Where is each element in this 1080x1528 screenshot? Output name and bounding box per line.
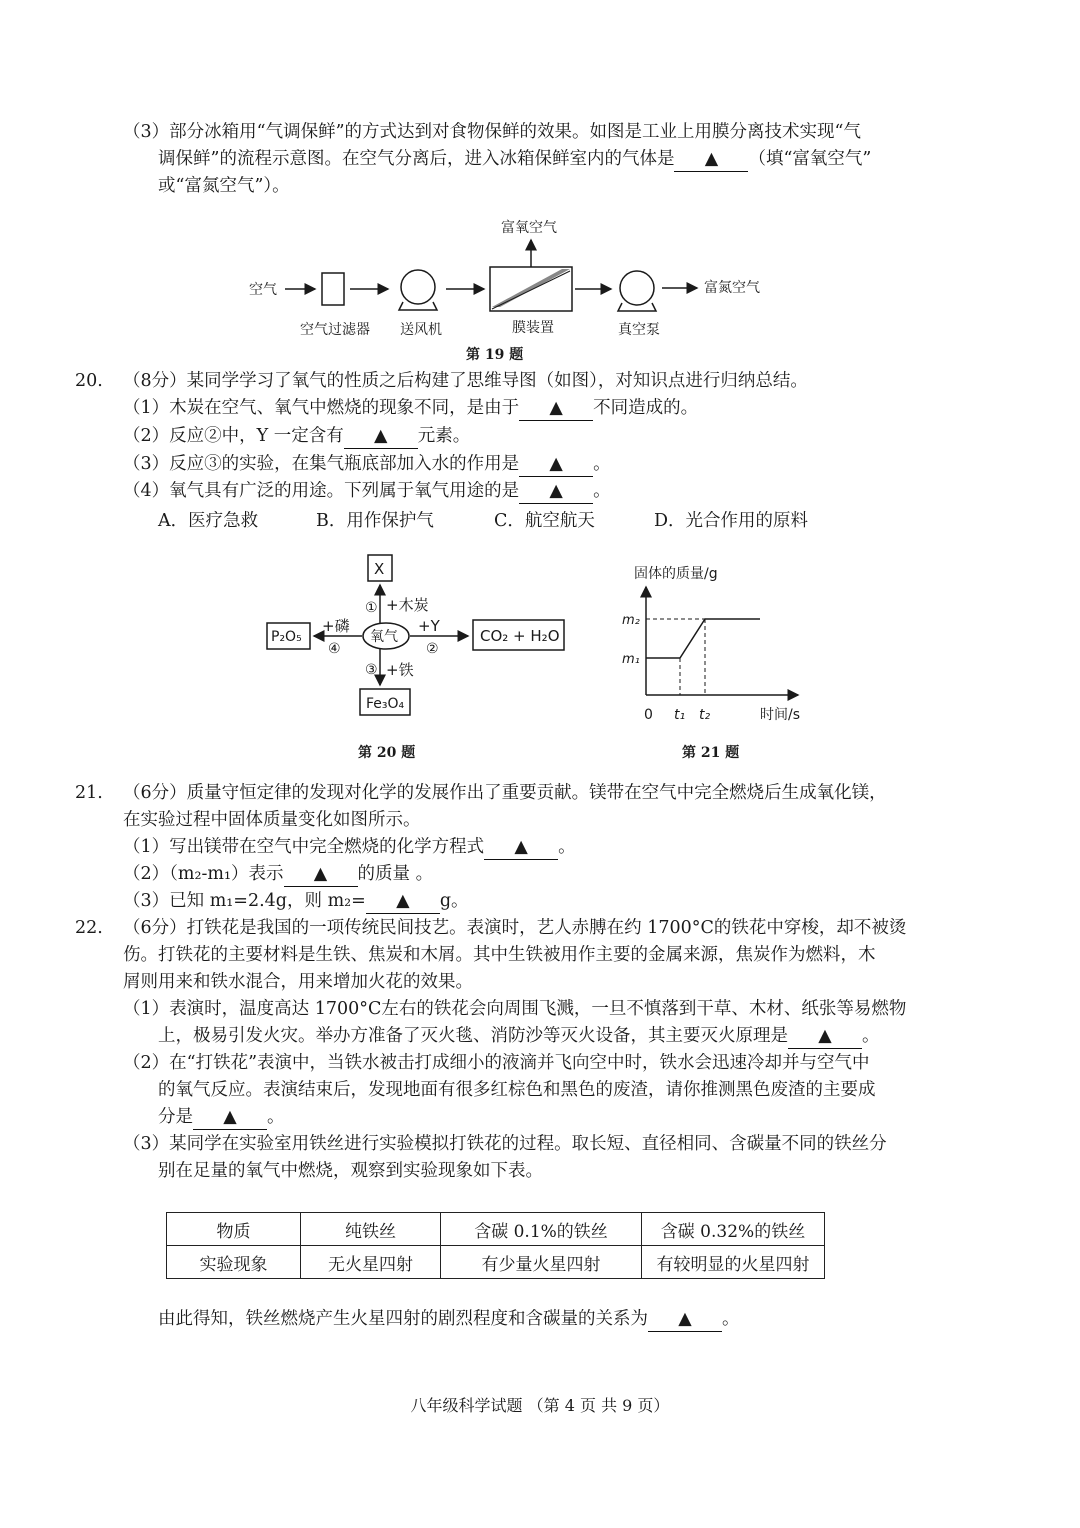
answer-blank[interactable]: ▲ xyxy=(284,862,358,887)
reaction1-reagent: +木炭 xyxy=(386,596,429,614)
option-d[interactable]: D．光合作用的原料 xyxy=(654,511,809,531)
q20-text: 不同造成的。 xyxy=(593,398,699,418)
q22-stem-line1 xyxy=(75,916,906,940)
q21-part1 xyxy=(123,835,576,860)
q20-stem xyxy=(75,369,808,393)
air-filter-box xyxy=(322,273,344,305)
page-footer: 八年级科学试题 （第 4 页 共 9 页） xyxy=(410,1396,670,1415)
answer-blank[interactable]: ▲ xyxy=(519,479,593,504)
answer-blank[interactable]: ▲ xyxy=(674,147,748,172)
question-number: 21. xyxy=(75,783,103,803)
q22-part2-line2: 的氧气反应。表演结束后，发现地面有很多红棕色和黑色的废渣，请你推测黑色废渣的主要成 xyxy=(158,1080,876,1100)
membrane-line xyxy=(492,271,570,309)
q20-text: （2）反应②中，Y 一定含有 xyxy=(123,426,344,446)
q20-part1 xyxy=(123,396,698,421)
q21-text: 的质量 。 xyxy=(357,864,434,884)
q20-caption: 第 20 题 xyxy=(358,745,416,761)
table-cell: 物质 xyxy=(167,1213,301,1246)
q20-text: （1）木炭在空气、氧气中燃烧的现象不同，是由于 xyxy=(123,398,520,418)
q22-part3-line1: （3）某同学在实验室用铁丝进行实验模拟打铁花的过程。取长短、直径相同、含碳量不同的铁丝分 xyxy=(123,1134,887,1154)
q19-part3-line3: 或“富氮空气”）。 xyxy=(158,176,290,196)
q20-text: 。 xyxy=(593,481,611,501)
nitrogen-rich-label: 富氮空气 xyxy=(704,280,760,296)
origin-label: 0 xyxy=(644,707,653,723)
q21-text: g。 xyxy=(439,891,469,911)
q21-part3 xyxy=(123,889,469,914)
option-a[interactable]: A．医疗急救 xyxy=(158,511,259,531)
question-number: 22. xyxy=(75,918,103,938)
q22-text: 分是 xyxy=(158,1107,193,1127)
table-cell: 含碳 0.32%的铁丝 xyxy=(642,1213,825,1246)
q22-part2-line1: （2）在“打铁花”表演中，当铁水被击打成细小的液滴并飞向空中时，铁水会迅速冷却并与空气中 xyxy=(123,1053,870,1073)
table-row xyxy=(167,1246,825,1279)
reaction3-reagent: +铁 xyxy=(386,661,414,679)
blower-icon xyxy=(401,270,435,304)
oxygen-label: 氧气 xyxy=(370,629,398,645)
air-label: 空气 xyxy=(249,282,277,298)
reaction2-number: ② xyxy=(426,641,439,657)
q22-text: 上，极易引发火灾。举办方准备了灭火毯、消防沙等灭火设备，其主要灭火原理是 xyxy=(158,1026,788,1046)
co2-h2o-label: CO₂ + H₂O xyxy=(480,627,560,645)
answer-blank[interactable]: ▲ xyxy=(484,835,558,860)
mass-line xyxy=(646,619,760,658)
q21-text: 。 xyxy=(558,837,576,857)
oxygen-rich-label: 富氧空气 xyxy=(501,220,557,236)
reaction4-reagent: +磷 xyxy=(322,617,350,635)
reaction2-reagent: +Y xyxy=(418,617,440,635)
fe3o4-label: Fe₃O₄ xyxy=(366,696,405,712)
membrane-layer xyxy=(492,269,570,307)
q21-text: （1）写出镁带在空气中完全燃烧的化学方程式 xyxy=(123,837,485,857)
q22-text: 由此得知，铁丝燃烧产生火星四射的剧烈程度和含碳量的关系为 xyxy=(158,1309,648,1329)
x-tick-label: t₂ xyxy=(699,707,711,723)
table-cell: 实验现象 xyxy=(167,1246,301,1279)
reaction1-number: ① xyxy=(365,600,378,616)
table-cell: 无火星四射 xyxy=(301,1246,441,1279)
table-cell: 有较明显的火星四射 xyxy=(642,1246,825,1279)
vacuum-pump-label: 真空泵 xyxy=(618,322,660,338)
q22-text: 。 xyxy=(722,1309,740,1329)
q22-stem-line3: 屑则用来和铁水混合，用来增加火花的效果。 xyxy=(123,972,473,992)
q21-part2 xyxy=(123,862,433,887)
question-number: 20. xyxy=(75,371,103,391)
answer-blank[interactable]: ▲ xyxy=(366,889,440,914)
p2o5-label: P₂O₅ xyxy=(271,629,302,645)
q22-text: 。 xyxy=(862,1026,880,1046)
vacuum-pump-icon xyxy=(620,271,654,305)
q21-mass-time-chart xyxy=(610,555,830,730)
y-tick-label: m₁ xyxy=(622,652,640,667)
q21-stem-line2: 在实验过程中固体质量变化如图所示。 xyxy=(123,810,421,830)
q20-mind-map xyxy=(250,545,590,725)
q22-text: 。 xyxy=(267,1107,285,1127)
q22-stem-text: （6分）打铁花是我国的一项传统民间技艺。表演时，艺人赤膊在约 1700°C的铁花中穿梭，却不被烫 xyxy=(123,918,907,938)
q20-text: 。 xyxy=(593,454,611,474)
q22-part1-line2 xyxy=(158,1024,880,1049)
q20-text: 元素。 xyxy=(417,426,471,446)
q22-part3-line2: 别在足量的氧气中燃烧，观察到实验现象如下表。 xyxy=(158,1161,543,1181)
q22-conclusion xyxy=(158,1307,740,1332)
answer-blank[interactable]: ▲ xyxy=(519,396,593,421)
experiment-table xyxy=(166,1212,825,1279)
answer-blank[interactable]: ▲ xyxy=(648,1307,722,1332)
table-cell: 有少量火星四射 xyxy=(441,1246,642,1279)
q20-stem-text: （8分）某同学学习了氧气的性质之后构建了思维导图（如图），对知识点进行归纳总结。 xyxy=(123,371,808,391)
q22-part1-line1: （1）表演时，温度高达 1700°C左右的铁花会向周围飞溅，一旦不慎落到干草、木材、纸张等易燃物 xyxy=(123,999,907,1019)
option-b[interactable]: B．用作保护气 xyxy=(316,511,434,531)
answer-blank[interactable]: ▲ xyxy=(788,1024,862,1049)
reaction3-number: ③ xyxy=(365,662,378,678)
table-header-row xyxy=(167,1213,825,1246)
option-c[interactable]: C．航空航天 xyxy=(494,511,595,531)
q19-part3-line1: （3）部分冰箱用“气调保鲜”的方式达到对食物保鲜的效果。如图是工业上用膜分离技术实现“气 xyxy=(123,122,861,142)
blower-base xyxy=(399,302,437,310)
q19-text: （填“富氧空气” xyxy=(748,149,872,169)
q19-flow-diagram xyxy=(0,210,1080,350)
q19-text: 调保鲜”的流程示意图。在空气分离后，进入冰箱保鲜室内的气体是 xyxy=(158,149,675,169)
q21-text: （2）（m₂-m₁）表示 xyxy=(123,864,284,884)
answer-blank[interactable]: ▲ xyxy=(344,424,418,449)
answer-blank[interactable]: ▲ xyxy=(193,1105,267,1130)
q21-text: （3）已知 m₁=2.4g，则 m₂= xyxy=(123,891,366,911)
q22-part2-line3 xyxy=(158,1105,285,1130)
table-cell: 含碳 0.1%的铁丝 xyxy=(441,1213,642,1246)
q20-text: （4）氧气具有广泛的用途。下列属于氧气用途的是 xyxy=(123,481,520,501)
x-label: X xyxy=(374,560,385,578)
q19-part3-line2 xyxy=(158,147,871,172)
y-axis-label: 固体的质量/g xyxy=(634,566,718,582)
table-cell: 纯铁丝 xyxy=(301,1213,441,1246)
q19-caption: 第 19 题 xyxy=(466,347,524,363)
x-tick-label: t₁ xyxy=(674,707,686,723)
reaction4-number: ④ xyxy=(328,641,341,657)
y-tick-label: m₂ xyxy=(622,613,640,628)
membrane-label: 膜装置 xyxy=(512,320,554,336)
q20-part3 xyxy=(123,452,611,477)
q20-part4 xyxy=(123,479,611,504)
air-filter-label: 空气过滤器 xyxy=(300,322,370,338)
answer-blank[interactable]: ▲ xyxy=(519,452,593,477)
q21-stem-line1 xyxy=(75,781,887,805)
blower-label: 送风机 xyxy=(400,322,442,338)
q20-text: （3）反应③的实验，在集气瓶底部加入水的作用是 xyxy=(123,454,520,474)
q21-stem-text: （6分）质量守恒定律的发现对化学的发展作出了重要贡献。镁带在空气中完全燃烧后生成氧化镁， xyxy=(123,783,887,803)
pump-base xyxy=(618,303,656,311)
q20-part2 xyxy=(123,424,470,449)
x-axis-label: 时间/s xyxy=(760,707,801,723)
q21-caption: 第 21 题 xyxy=(682,745,740,761)
q22-stem-line2: 伤。打铁花的主要材料是生铁、焦炭和木屑。其中生铁被用作主要的金属来源，焦炭作为燃料，木 xyxy=(123,945,876,965)
